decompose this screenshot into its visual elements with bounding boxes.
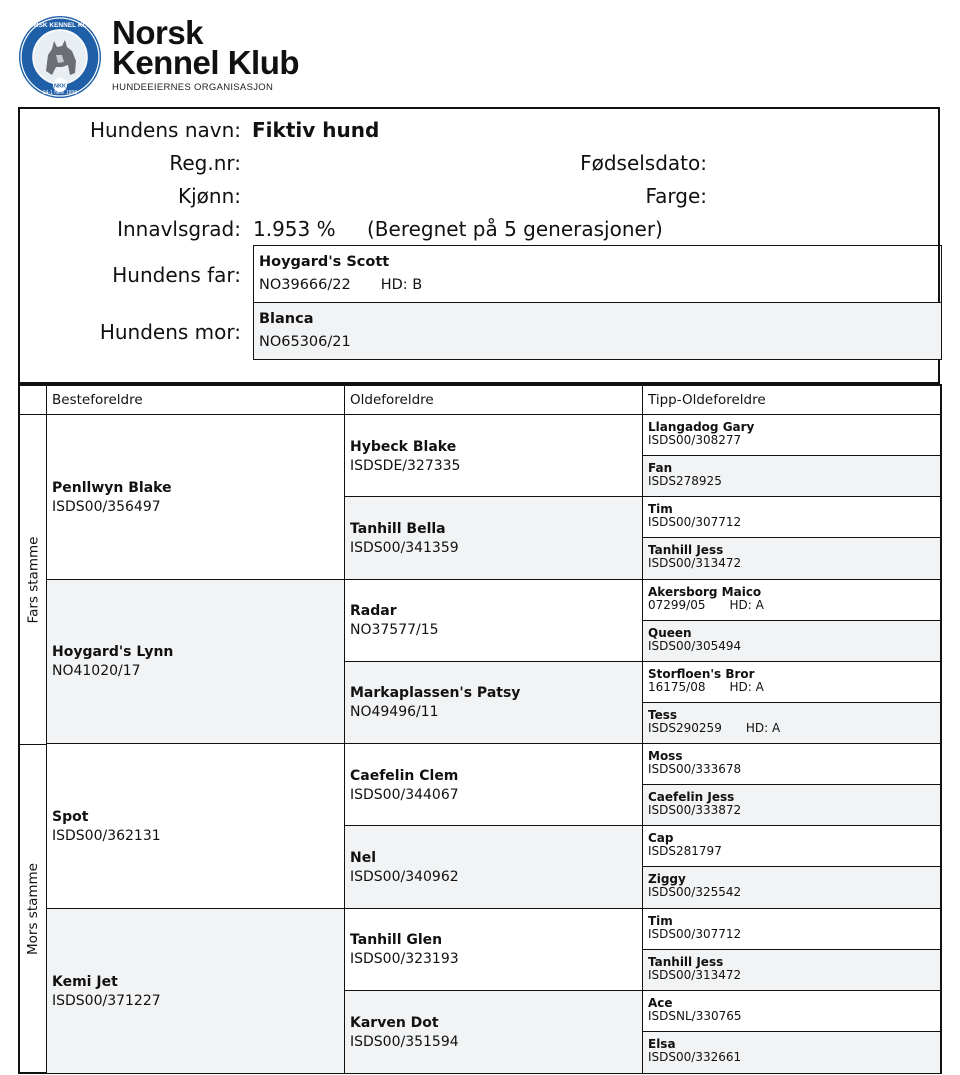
great-great-grandparent-cell-reg: ISDSNL/330765 [648,1008,742,1023]
great-grandparent-cell-name: Markaplassen's Patsy [350,685,521,702]
inbreeding-label: Innavlsgrad: [117,217,241,241]
side-label-fars-stamme: Fars stamme [20,415,47,745]
mother-name: Blanca [259,311,314,327]
father-box [253,245,942,303]
father-hd: HD: B [380,277,423,293]
sex-label: Kjønn: [178,184,241,208]
great-great-grandparent-cell-name: Elsa [648,1036,676,1051]
pedigree-table [18,384,942,1074]
great-grandparent-cell [345,744,643,826]
great-great-grandparent-cell-reg: ISDS00/313472 [648,556,742,571]
grandparent-cell-name: Hoygard's Lynn [52,644,174,661]
father-reg: NO39666/22 [259,277,351,293]
mother-reg: NO65306/21 [259,334,351,350]
logo-text-bottom: 24-1 NKK 1898 [42,90,78,96]
great-great-grandparent-cell-name: Fan [648,461,673,476]
grandparent-cell [47,415,345,580]
great-great-grandparent-cell-name: Tanhill Jess [648,954,724,969]
great-great-grandparent-cell-name: Ziggy [648,872,686,887]
great-great-grandparent-cell-name: Tim [648,913,673,928]
great-grandparent-cell-reg: NO37577/15 [350,622,439,639]
great-grandparent-cell [345,991,643,1073]
side-label-mors-stamme: Mors stamme [20,745,47,1072]
great-grandparent-cell-reg: ISDS00/340962 [350,868,459,885]
great-grandparent-cell [345,662,643,744]
logo-text-top: NORSK KENNEL KLUB [24,22,96,29]
grandparent-cell [47,909,345,1074]
great-great-grandparent-cell [643,538,940,579]
great-grandparent-cell-reg: ISDS00/323193 [350,951,459,968]
great-great-grandparent-cell-name: Caefelin Jess [648,790,735,805]
grandparent-cell-reg: ISDS00/362131 [52,827,161,844]
grandparent-cell-reg: NO41020/17 [52,663,141,680]
great-great-grandparent-cell-reg: ISDS00/305494 [648,638,742,653]
great-great-grandparent-cell [643,415,940,456]
great-great-grandparent-cell-name: Tim [648,502,673,517]
great-grandparent-cell-name: Hybeck Blake [350,438,457,455]
great-great-grandparent-cell-reg: ISDS290259 [648,720,722,735]
brand [112,14,300,93]
great-great-grandparent-cell [643,580,940,621]
great-great-grandparent-cell [643,1032,940,1073]
great-grandparent-cell [345,415,643,497]
header-great-grandparents: Oldeforeldre [345,386,643,415]
color-label: Farge: [645,184,707,208]
birthdate-label: Fødselsdato: [580,151,707,175]
great-great-grandparent-cell-reg: ISDS00/313472 [648,967,742,982]
name-label: Hundens navn: [89,118,241,142]
great-great-grandparent-cell-reg: ISDS00/307712 [648,515,742,530]
great-great-grandparent-cell-name: Ace [648,995,673,1010]
great-great-grandparent-cell [643,950,940,991]
great-great-grandparent-cell-reg: ISDS00/333678 [648,762,742,776]
great-great-grandparent-cell [643,785,940,826]
great-great-grandparent-cell-reg: 07299/05 [648,597,706,612]
great-grandparent-cell-reg: ISDS00/351594 [350,1033,459,1050]
dog-info-box [18,107,940,384]
great-great-grandparent-cell-name: Queen [648,625,692,640]
great-great-grandparent-cell-hd: HD: A [745,720,781,735]
father-label: Hundens far: [112,263,241,287]
great-great-grandparent-cell-hd: HD: A [729,679,764,694]
great-great-grandparent-cell-reg: ISDS00/333872 [648,803,742,818]
great-great-grandparent-cell-reg: ISDS278925 [648,474,722,489]
great-grandparent-cell [345,580,643,662]
inbreeding-note: (Beregnet på 5 generasjoner) [367,217,663,241]
great-great-grandparent-cell [643,621,940,662]
great-grandparent-cell-name: Caefelin Clem [350,767,459,784]
grandparent-cell [47,580,345,745]
brand-line-2: Kennel Klub [112,44,300,81]
great-great-grandparent-cell [643,826,940,867]
name-value: Fiktiv hund [252,118,380,142]
great-great-grandparent-cell-reg: ISDS00/325542 [648,885,742,900]
great-great-grandparent-cell-name: Storfloen's Bror [648,666,755,681]
great-great-grandparent-cell-reg: ISDS281797 [648,844,722,859]
inbreeding-value: 1.953 % [253,217,336,241]
father-name: Hoygard's Scott [259,254,390,270]
brand-line-1: Norsk [112,14,204,51]
great-grandparent-cell [345,909,643,991]
great-great-grandparent-cell-reg: 16175/08 [648,679,706,694]
great-great-grandparent-cell-name: Moss [648,749,683,763]
grandparent-cell-name: Spot [52,808,89,825]
great-great-grandparent-cell-reg: ISDS00/332661 [648,1049,742,1064]
mother-label: Hundens mor: [99,320,241,344]
regnr-label: Reg.nr: [169,151,241,175]
great-grandparent-cell-name: Karven Dot [350,1014,439,1031]
great-great-grandparent-cell [643,497,940,538]
great-great-grandparent-cell-name: Akersborg Maico [648,584,762,599]
great-great-grandparent-cell-name: Tess [648,707,678,722]
great-great-grandparent-cell-name: Tanhill Jess [648,543,724,558]
svg-text:NKK: NKK [54,83,66,90]
grandparent-cell [47,744,345,909]
great-great-grandparent-cell [643,662,940,703]
great-grandparent-cell-reg: ISDSDE/327335 [350,457,461,474]
great-grandparent-cell-name: Tanhill Bella [350,520,446,537]
great-great-grandparent-cell [643,703,940,744]
great-grandparent-cell-reg: NO49496/11 [350,704,439,721]
great-grandparent-cell-reg: ISDS00/341359 [350,539,459,556]
nkk-logo [18,15,102,99]
header-great-great-grandparents: Tipp-Oldeforeldre [643,386,940,415]
great-grandparent-cell-name: Tanhill Glen [350,932,443,949]
grandparent-cell-name: Kemi Jet [52,973,118,990]
brand-subtitle: HUNDEEIERNES ORGANISASJON [112,82,274,93]
great-grandparent-cell-name: Nel [350,849,377,866]
great-grandparent-cell [345,826,643,908]
great-great-grandparent-cell [643,456,940,497]
corner-cell [20,386,47,415]
great-great-grandparent-cell [643,991,940,1032]
grandparent-cell-reg: ISDS00/356497 [52,498,161,515]
great-great-grandparent-cell-reg: ISDS00/308277 [648,433,742,447]
great-great-grandparent-cell [643,744,940,785]
great-great-grandparent-cell-name: Llangadog Gary [648,420,755,434]
great-great-grandparent-cell-name: Cap [648,831,674,846]
great-great-grandparent-cell-hd: HD: A [729,597,764,612]
great-grandparent-cell-name: Radar [350,603,397,620]
header-grandparents: Besteforeldre [47,386,345,415]
grandparent-cell-reg: ISDS00/371227 [52,992,161,1009]
grandparent-cell-name: Penllwyn Blake [52,479,172,496]
great-grandparent-cell-reg: ISDS00/344067 [350,786,459,803]
great-great-grandparent-cell-reg: ISDS00/307712 [648,926,742,941]
great-great-grandparent-cell [643,909,940,950]
mother-box [253,302,942,360]
great-grandparent-cell [345,497,643,579]
great-great-grandparent-cell [643,867,940,908]
